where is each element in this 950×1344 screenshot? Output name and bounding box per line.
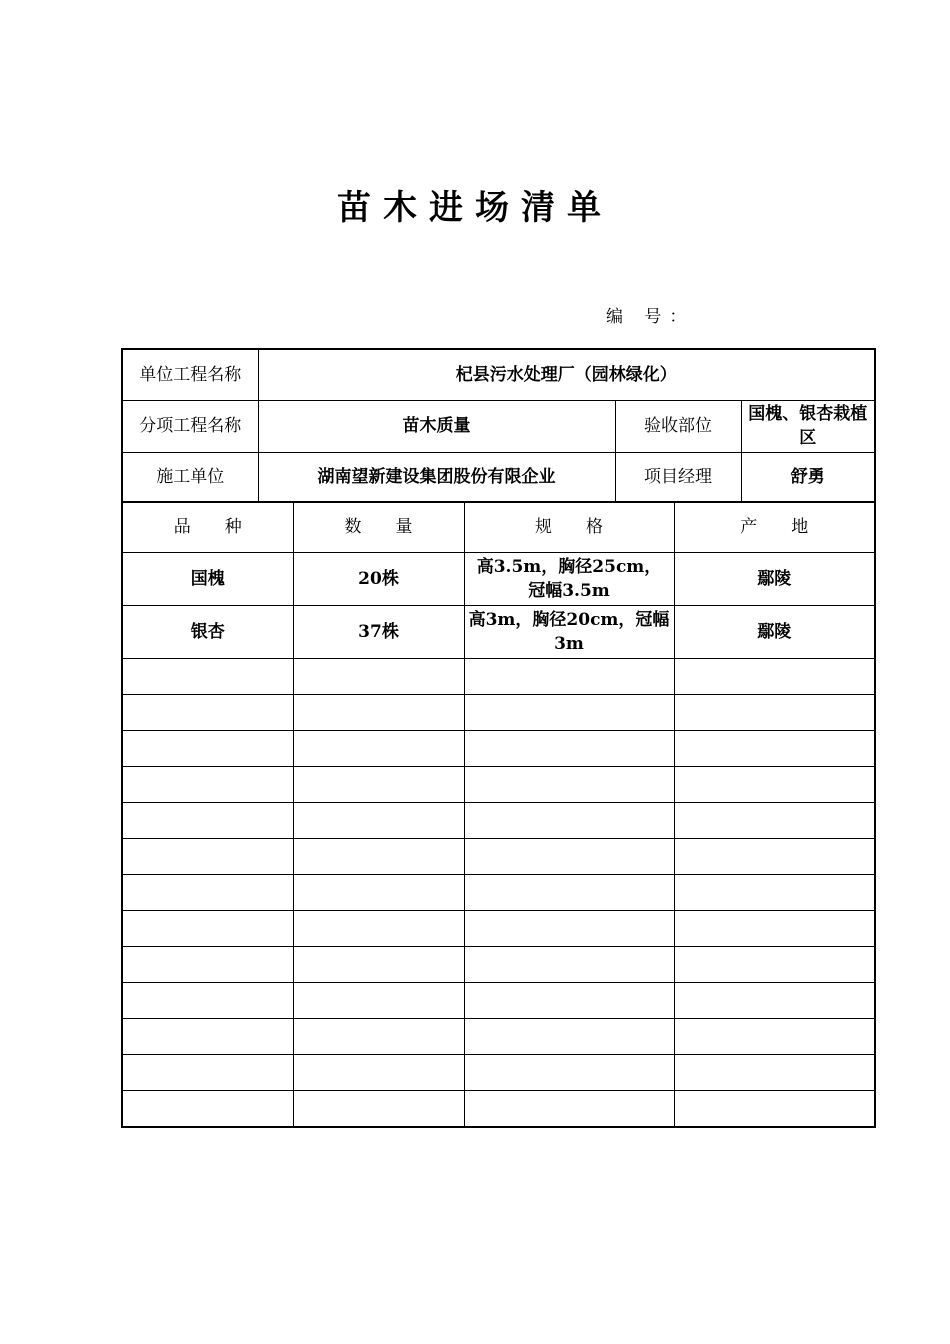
empty-cell <box>122 1055 293 1091</box>
table-row <box>122 553 875 606</box>
empty-cell <box>674 1019 875 1055</box>
column-header-origin: 产 地 <box>674 502 875 553</box>
row-variety: 银杏 <box>122 606 293 659</box>
empty-cell <box>293 1091 464 1127</box>
sub-project-row <box>122 400 875 452</box>
sub-project-value: 苗木质量 <box>258 400 615 452</box>
construction-unit-row <box>122 452 875 502</box>
empty-cell <box>464 839 674 875</box>
row-variety: 国槐 <box>122 553 293 606</box>
row-quantity: 20株 <box>293 553 464 606</box>
empty-cell <box>122 1019 293 1055</box>
empty-table-row <box>122 983 875 1019</box>
empty-cell <box>122 983 293 1019</box>
project-info-table <box>121 348 876 503</box>
empty-cell <box>464 803 674 839</box>
table-header-row <box>122 502 875 553</box>
empty-cell <box>293 767 464 803</box>
empty-cell <box>464 1091 674 1127</box>
row-spec: 高3.5m，胸径25cm，冠幅3.5m <box>464 553 674 606</box>
empty-cell <box>293 695 464 731</box>
row-origin: 鄢陵 <box>674 553 875 606</box>
empty-cell <box>293 1055 464 1091</box>
empty-cell <box>122 659 293 695</box>
empty-table-row <box>122 731 875 767</box>
unit-project-row <box>122 349 875 400</box>
seedling-list-table <box>121 501 876 1128</box>
empty-table-row <box>122 911 875 947</box>
empty-cell <box>674 731 875 767</box>
empty-cell <box>674 695 875 731</box>
empty-cell <box>464 1019 674 1055</box>
page-title: 苗木进场清单 <box>337 188 613 228</box>
empty-table-row <box>122 767 875 803</box>
empty-cell <box>464 911 674 947</box>
empty-cell <box>464 659 674 695</box>
empty-cell <box>293 911 464 947</box>
empty-table-row <box>122 875 875 911</box>
empty-cell <box>464 875 674 911</box>
empty-cell <box>674 1091 875 1127</box>
empty-cell <box>122 911 293 947</box>
empty-cell <box>293 947 464 983</box>
empty-cell <box>674 911 875 947</box>
unit-project-value: 杞县污水处理厂（园林绿化） <box>258 349 875 400</box>
empty-table-row <box>122 1055 875 1091</box>
empty-table-row <box>122 695 875 731</box>
column-header-variety: 品 种 <box>122 502 293 553</box>
row-quantity: 37株 <box>293 606 464 659</box>
empty-cell <box>122 731 293 767</box>
project-manager-label: 项目经理 <box>615 452 741 502</box>
empty-cell <box>464 1055 674 1091</box>
empty-cell <box>122 695 293 731</box>
project-manager-value: 舒勇 <box>741 452 875 502</box>
acceptance-part-label: 验收部位 <box>615 400 741 452</box>
empty-cell <box>464 731 674 767</box>
empty-table-row <box>122 1091 875 1127</box>
empty-cell <box>674 803 875 839</box>
acceptance-part-value: 国槐、银杏栽植区 <box>741 400 875 452</box>
empty-cell <box>674 1055 875 1091</box>
empty-cell <box>122 947 293 983</box>
serial-label: 编 号： <box>606 307 695 327</box>
row-spec: 高3m，胸径20cm，冠幅3m <box>464 606 674 659</box>
empty-cell <box>293 659 464 695</box>
empty-table-row <box>122 659 875 695</box>
serial-number <box>606 302 694 327</box>
empty-cell <box>464 767 674 803</box>
empty-cell <box>122 767 293 803</box>
empty-cell <box>674 767 875 803</box>
sub-project-label: 分项工程名称 <box>122 400 258 452</box>
empty-cell <box>293 875 464 911</box>
column-header-spec: 规 格 <box>464 502 674 553</box>
empty-cell <box>293 1019 464 1055</box>
empty-cell <box>122 875 293 911</box>
unit-project-label: 单位工程名称 <box>122 349 258 400</box>
empty-cell <box>674 983 875 1019</box>
column-header-quantity: 数 量 <box>293 502 464 553</box>
empty-table-row <box>122 803 875 839</box>
empty-cell <box>674 947 875 983</box>
empty-cell <box>122 803 293 839</box>
empty-cell <box>464 695 674 731</box>
empty-cell <box>293 803 464 839</box>
empty-cell <box>293 983 464 1019</box>
empty-cell <box>464 947 674 983</box>
construction-unit-label: 施工单位 <box>122 452 258 502</box>
construction-unit-value: 湖南望新建设集团股份有限企业 <box>258 452 615 502</box>
empty-cell <box>674 659 875 695</box>
empty-cell <box>464 983 674 1019</box>
table-row <box>122 606 875 659</box>
empty-table-row <box>122 1019 875 1055</box>
empty-cell <box>674 875 875 911</box>
empty-cell <box>674 839 875 875</box>
empty-cell <box>122 839 293 875</box>
empty-cell <box>122 1091 293 1127</box>
empty-table-row <box>122 947 875 983</box>
empty-cell <box>293 731 464 767</box>
row-origin: 鄢陵 <box>674 606 875 659</box>
empty-cell <box>293 839 464 875</box>
empty-table-row <box>122 839 875 875</box>
